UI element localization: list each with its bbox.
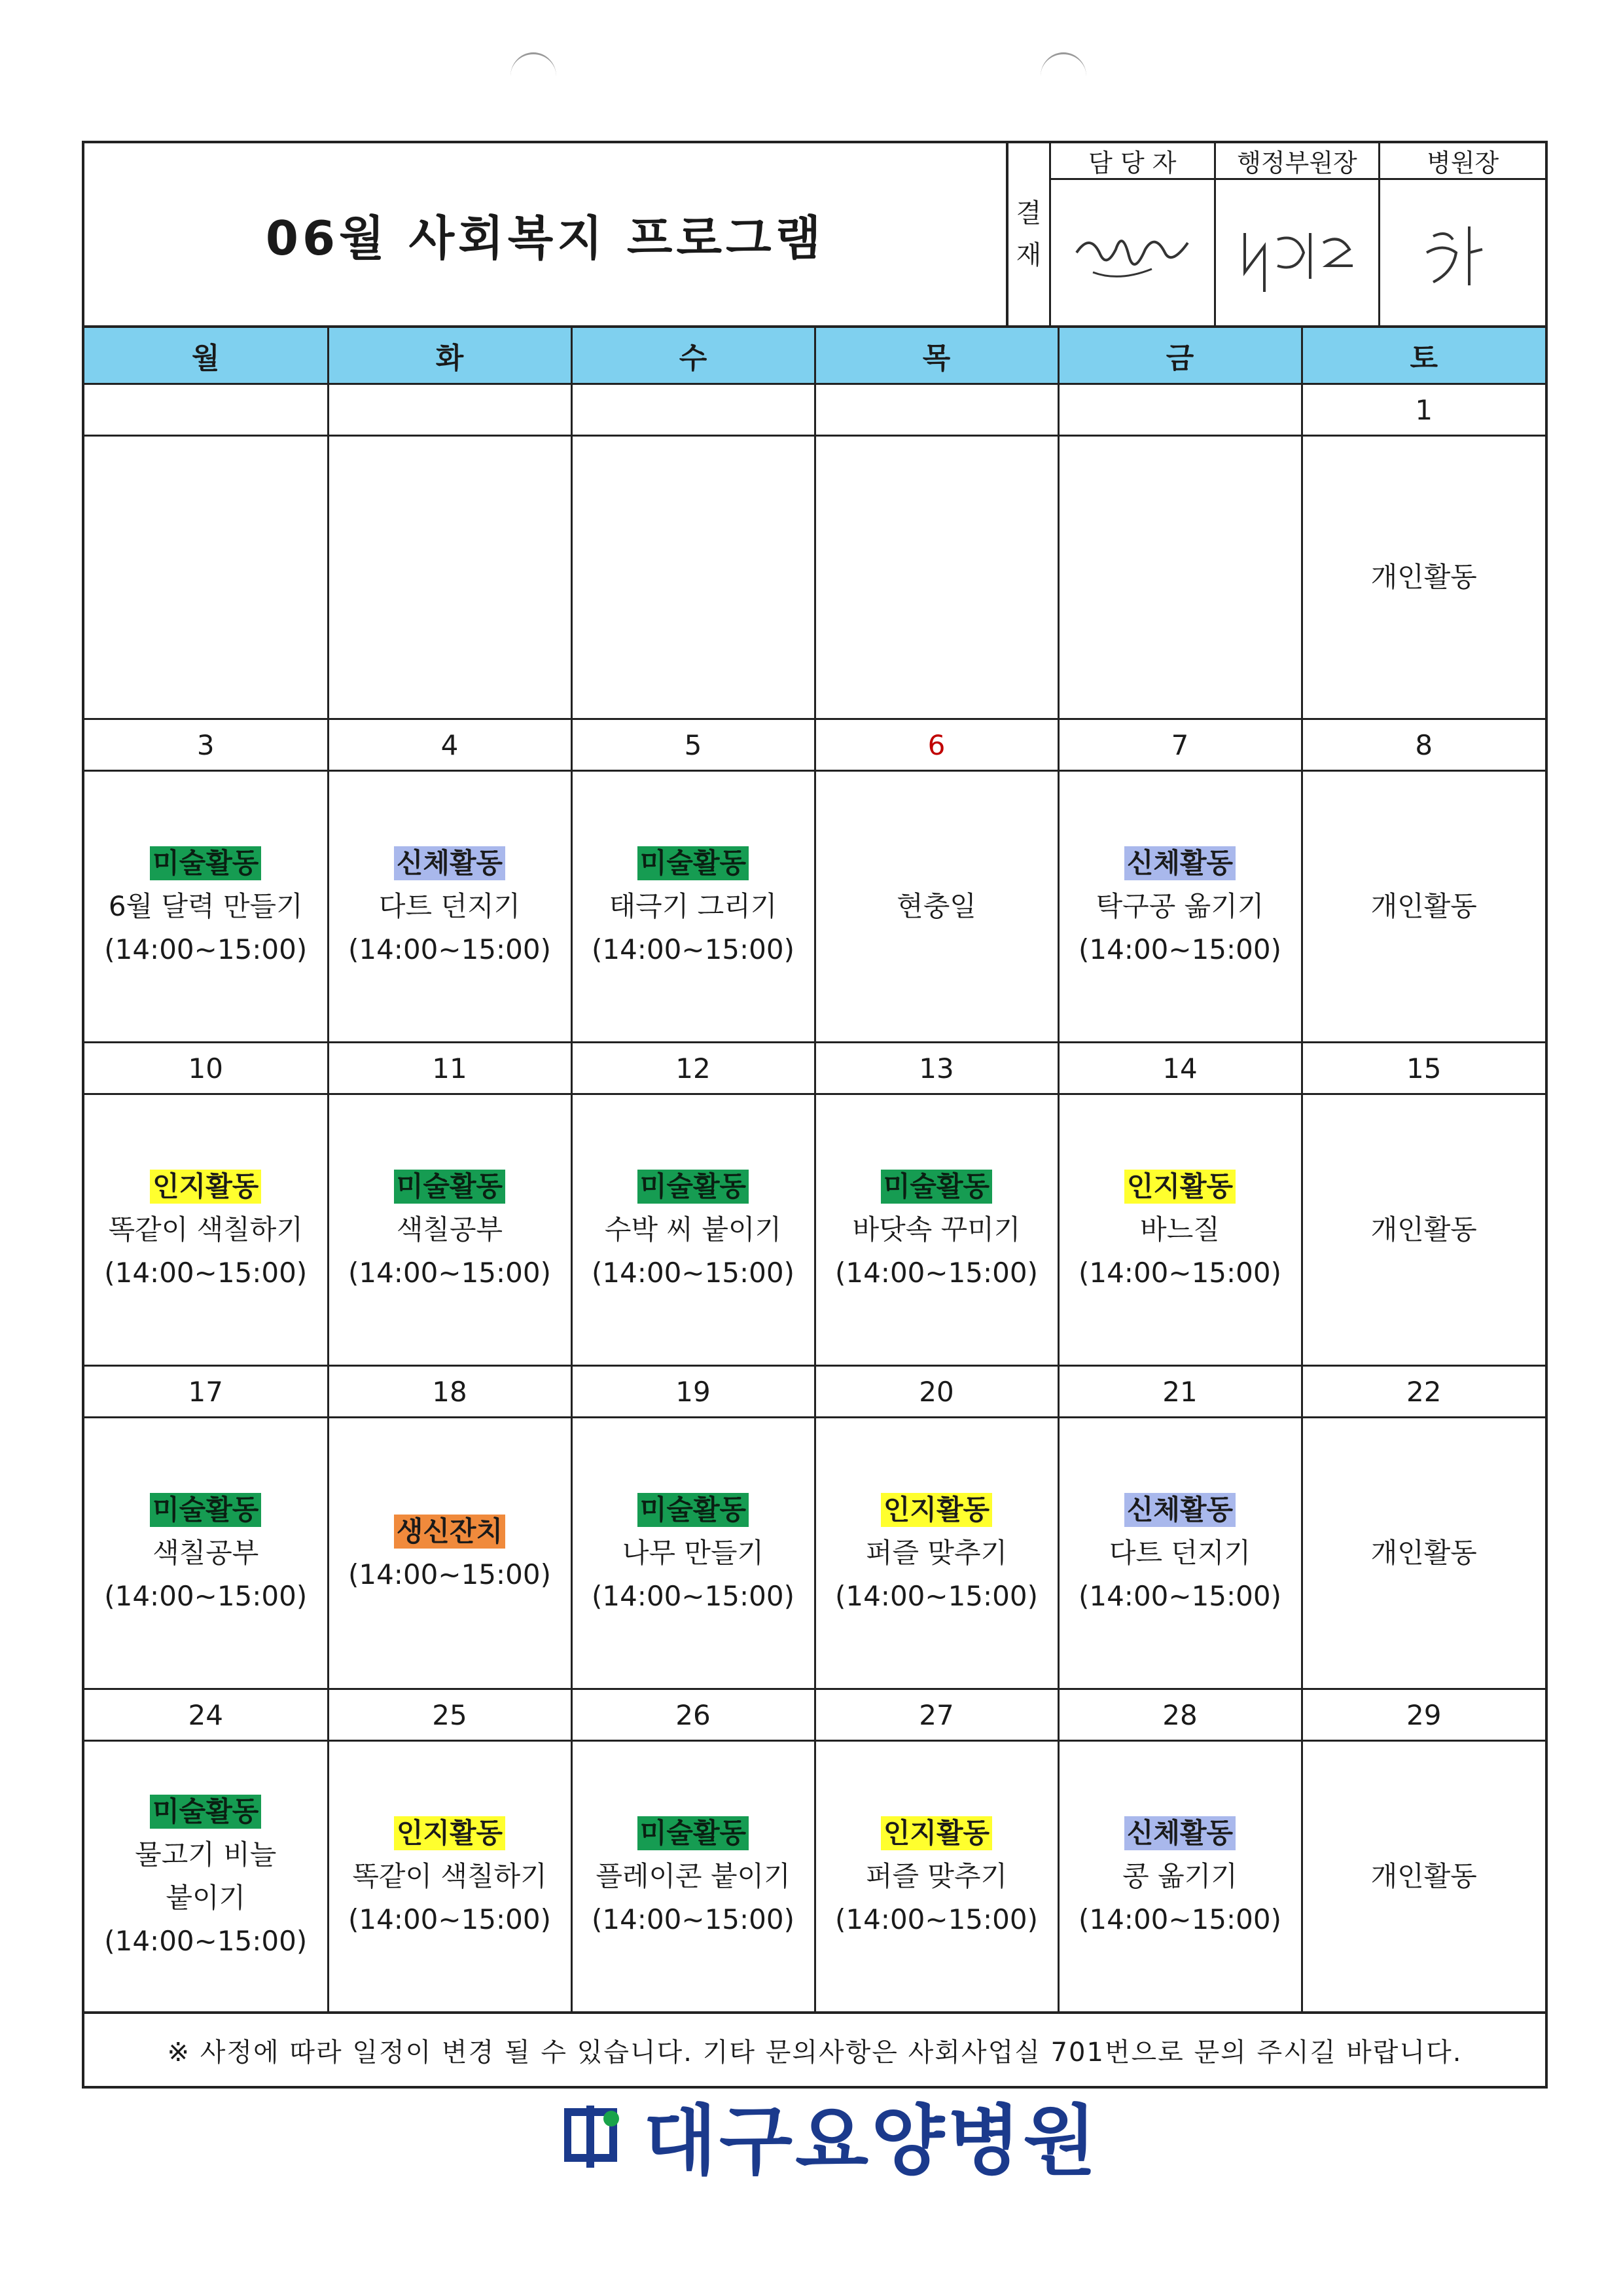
activity-text: 바느질 bbox=[1140, 1213, 1220, 1246]
day-cell bbox=[815, 436, 1058, 719]
date-number: 26 bbox=[571, 1689, 815, 1741]
activity-text: 바닷속 꾸미기 bbox=[852, 1213, 1021, 1246]
weekday-header-row bbox=[84, 328, 1545, 384]
day-cell bbox=[84, 1094, 328, 1366]
approval-label bbox=[1008, 143, 1051, 325]
activity-text: 탁구공 옮기기 bbox=[1096, 890, 1264, 922]
activity-text: (14:00~15:00) bbox=[1078, 1903, 1282, 1935]
activity-category-tag: 인지활동 bbox=[881, 1816, 992, 1850]
date-row bbox=[84, 719, 1545, 771]
date-number: 27 bbox=[815, 1689, 1058, 1741]
approval-role-director: 병원장 bbox=[1380, 143, 1545, 180]
activity-text: 다트 던지기 bbox=[1109, 1537, 1251, 1569]
activity-row bbox=[84, 1418, 1545, 1689]
activity-text: (14:00~15:00) bbox=[1078, 1257, 1282, 1289]
activity-category-tag: 미술활동 bbox=[637, 1493, 749, 1527]
weekday-header: 화 bbox=[328, 328, 571, 384]
date-number: 4 bbox=[328, 719, 571, 771]
date-number: 10 bbox=[84, 1043, 328, 1094]
day-cell bbox=[815, 1741, 1058, 2012]
day-cell bbox=[815, 1418, 1058, 1689]
date-number: 29 bbox=[1302, 1689, 1545, 1741]
activity-category-tag: 미술활동 bbox=[881, 1170, 992, 1204]
date-number: 1 bbox=[1302, 384, 1545, 436]
activity-text: (14:00~15:00) bbox=[104, 933, 308, 965]
weekday-header: 목 bbox=[815, 328, 1058, 384]
activity-text: 개인활동 bbox=[1370, 1537, 1477, 1569]
activity-text: 퍼즐 맞추기 bbox=[865, 1537, 1008, 1569]
activity-category-tag: 미술활동 bbox=[394, 1170, 505, 1204]
activity-category-tag: 신체활동 bbox=[1124, 1816, 1236, 1850]
activity-category-tag: 인지활동 bbox=[150, 1170, 261, 1204]
punch-hole-right bbox=[1041, 52, 1086, 100]
activity-category-tag: 미술활동 bbox=[637, 1170, 749, 1204]
activity-text: (14:00~15:00) bbox=[348, 1257, 552, 1289]
date-number: 3 bbox=[84, 719, 328, 771]
activity-category-tag: 미술활동 bbox=[150, 846, 261, 880]
date-number: 8 bbox=[1302, 719, 1545, 771]
activity-text: 수박 씨 붙이기 bbox=[604, 1213, 782, 1246]
day-cell bbox=[1058, 1094, 1302, 1366]
date-number: 7 bbox=[1058, 719, 1302, 771]
day-cell bbox=[571, 436, 815, 719]
activity-category-tag: 인지활동 bbox=[394, 1816, 505, 1850]
activity-text: 똑같이 색칠하기 bbox=[352, 1860, 547, 1892]
activity-category-tag: 인지활동 bbox=[1124, 1170, 1236, 1204]
date-number: 28 bbox=[1058, 1689, 1302, 1741]
activity-row bbox=[84, 1741, 1545, 2012]
activity-text: 붙이기 bbox=[166, 1882, 246, 1914]
day-cell bbox=[571, 771, 815, 1043]
day-cell bbox=[571, 1094, 815, 1366]
activity-row bbox=[84, 436, 1545, 719]
day-cell bbox=[1058, 1418, 1302, 1689]
activity-text: (14:00~15:00) bbox=[348, 1903, 552, 1935]
activity-text: (14:00~15:00) bbox=[591, 1903, 795, 1935]
date-row bbox=[84, 1366, 1545, 1418]
activity-text: 현충일 bbox=[897, 890, 976, 922]
activity-text: (14:00~15:00) bbox=[591, 1580, 795, 1612]
day-cell bbox=[328, 1094, 571, 1366]
activity-text: 콩 옮기기 bbox=[1122, 1860, 1238, 1892]
date-number: 20 bbox=[815, 1366, 1058, 1418]
date-number bbox=[328, 384, 571, 436]
date-number: 17 bbox=[84, 1366, 328, 1418]
weekday-header: 토 bbox=[1302, 328, 1545, 384]
activity-text: 나무 만들기 bbox=[622, 1537, 764, 1569]
date-number: 24 bbox=[84, 1689, 328, 1741]
activity-text: (14:00~15:00) bbox=[834, 1580, 1039, 1612]
activity-text: (14:00~15:00) bbox=[104, 1580, 308, 1612]
day-cell bbox=[1302, 436, 1545, 719]
approval-label-char-2: 재 bbox=[1016, 240, 1042, 270]
activity-text: 퍼즐 맞추기 bbox=[865, 1860, 1008, 1892]
activity-category-tag: 신체활동 bbox=[1124, 1493, 1236, 1527]
program-sheet bbox=[82, 141, 1548, 2089]
date-number: 18 bbox=[328, 1366, 571, 1418]
weekday-header: 월 bbox=[84, 328, 328, 384]
footer-note: ※ 사정에 따라 일정이 변경 될 수 있습니다. 기타 문의사항은 사회사업실 701번으로 문의 주시길 바랍니다. bbox=[84, 2011, 1545, 2086]
activity-text: (14:00~15:00) bbox=[348, 1558, 552, 1590]
day-cell bbox=[84, 1741, 328, 2012]
date-row bbox=[84, 1689, 1545, 1741]
activity-row bbox=[84, 1094, 1545, 1366]
signature-manager bbox=[1051, 180, 1216, 325]
activity-text: 색칠공부 bbox=[396, 1213, 503, 1246]
day-cell bbox=[1302, 1418, 1545, 1689]
activity-text: (14:00~15:00) bbox=[104, 1257, 308, 1289]
date-number bbox=[84, 384, 328, 436]
date-number: 19 bbox=[571, 1366, 815, 1418]
activity-category-tag: 생신잔치 bbox=[394, 1515, 505, 1549]
day-cell bbox=[328, 771, 571, 1043]
activity-text: 플레이콘 붙이기 bbox=[596, 1860, 791, 1892]
date-number bbox=[815, 384, 1058, 436]
activity-text: 색칠공부 bbox=[152, 1537, 259, 1569]
day-cell bbox=[328, 436, 571, 719]
date-number: 21 bbox=[1058, 1366, 1302, 1418]
day-cell bbox=[815, 771, 1058, 1043]
date-row bbox=[84, 1043, 1545, 1094]
weekday-header: 수 bbox=[571, 328, 815, 384]
day-cell bbox=[571, 1741, 815, 2012]
hospital-logo-icon bbox=[564, 2099, 626, 2171]
hospital-logo-text: 대구요양병원 bbox=[643, 2097, 1099, 2185]
activity-text: 6월 달력 만들기 bbox=[108, 890, 303, 922]
date-row bbox=[84, 384, 1545, 436]
day-cell bbox=[84, 771, 328, 1043]
hospital-logo bbox=[564, 2080, 1099, 2189]
activity-text: (14:00~15:00) bbox=[348, 933, 552, 965]
date-number: 22 bbox=[1302, 1366, 1545, 1418]
day-cell bbox=[1058, 771, 1302, 1043]
date-number: 5 bbox=[571, 719, 815, 771]
activity-text: 개인활동 bbox=[1370, 1213, 1477, 1246]
date-number: 6 bbox=[815, 719, 1058, 771]
day-cell bbox=[1058, 1741, 1302, 2012]
date-number: 12 bbox=[571, 1043, 815, 1094]
date-number: 11 bbox=[328, 1043, 571, 1094]
day-cell bbox=[571, 1418, 815, 1689]
day-cell bbox=[815, 1094, 1058, 1366]
signature-vice-director bbox=[1216, 180, 1381, 325]
activity-category-tag: 미술활동 bbox=[150, 1493, 261, 1527]
approval-role-manager: 담 당 자 bbox=[1051, 143, 1216, 180]
sheet-header bbox=[84, 143, 1545, 328]
handwritten-signature-1 bbox=[1067, 207, 1198, 298]
weekday-header: 금 bbox=[1058, 328, 1302, 384]
activity-category-tag: 신체활동 bbox=[1124, 846, 1236, 880]
activity-category-tag: 미술활동 bbox=[150, 1795, 261, 1829]
approval-grid bbox=[1051, 143, 1545, 325]
activity-text: 개인활동 bbox=[1370, 1860, 1477, 1892]
calendar-table bbox=[84, 328, 1545, 2011]
day-cell bbox=[1302, 1741, 1545, 2012]
activity-category-tag: 미술활동 bbox=[637, 846, 749, 880]
approval-role-vice-director: 행정부원장 bbox=[1216, 143, 1381, 180]
day-cell bbox=[328, 1741, 571, 2012]
activity-text: 똑같이 색칠하기 bbox=[108, 1213, 303, 1246]
signature-director bbox=[1380, 180, 1545, 325]
activity-category-tag: 신체활동 bbox=[394, 846, 505, 880]
day-cell bbox=[1302, 771, 1545, 1043]
activity-text: (14:00~15:00) bbox=[591, 1257, 795, 1289]
date-number: 13 bbox=[815, 1043, 1058, 1094]
activity-text: 물고기 비늘 bbox=[135, 1839, 277, 1871]
day-cell bbox=[328, 1418, 571, 1689]
activity-text: (14:00~15:00) bbox=[1078, 933, 1282, 965]
activity-text: 다트 던지기 bbox=[378, 890, 521, 922]
day-cell bbox=[1302, 1094, 1545, 1366]
date-number: 14 bbox=[1058, 1043, 1302, 1094]
date-number: 15 bbox=[1302, 1043, 1545, 1094]
activity-category-tag: 미술활동 bbox=[637, 1816, 749, 1850]
activity-category-tag: 인지활동 bbox=[881, 1493, 992, 1527]
activity-text: (14:00~15:00) bbox=[104, 1925, 308, 1957]
approval-box bbox=[1006, 143, 1545, 325]
activity-row bbox=[84, 771, 1545, 1043]
activity-text: 개인활동 bbox=[1370, 890, 1477, 922]
date-number bbox=[571, 384, 815, 436]
activity-text: 개인활동 bbox=[1370, 561, 1477, 593]
day-cell bbox=[84, 1418, 328, 1689]
day-cell bbox=[84, 436, 328, 719]
activity-text: 태극기 그리기 bbox=[609, 890, 777, 922]
approval-label-char-1: 결 bbox=[1016, 198, 1042, 228]
activity-text: (14:00~15:00) bbox=[1078, 1580, 1282, 1612]
punch-hole-left bbox=[510, 52, 556, 100]
handwritten-signature-2 bbox=[1232, 207, 1363, 298]
date-number: 25 bbox=[328, 1689, 571, 1741]
handwritten-signature-3 bbox=[1397, 207, 1528, 298]
date-number bbox=[1058, 384, 1302, 436]
day-cell bbox=[1058, 436, 1302, 719]
activity-text: (14:00~15:00) bbox=[834, 1903, 1039, 1935]
page-title: 06월 사회복지 프로그램 bbox=[265, 211, 825, 266]
activity-text: (14:00~15:00) bbox=[834, 1257, 1039, 1289]
activity-text: (14:00~15:00) bbox=[591, 933, 795, 965]
